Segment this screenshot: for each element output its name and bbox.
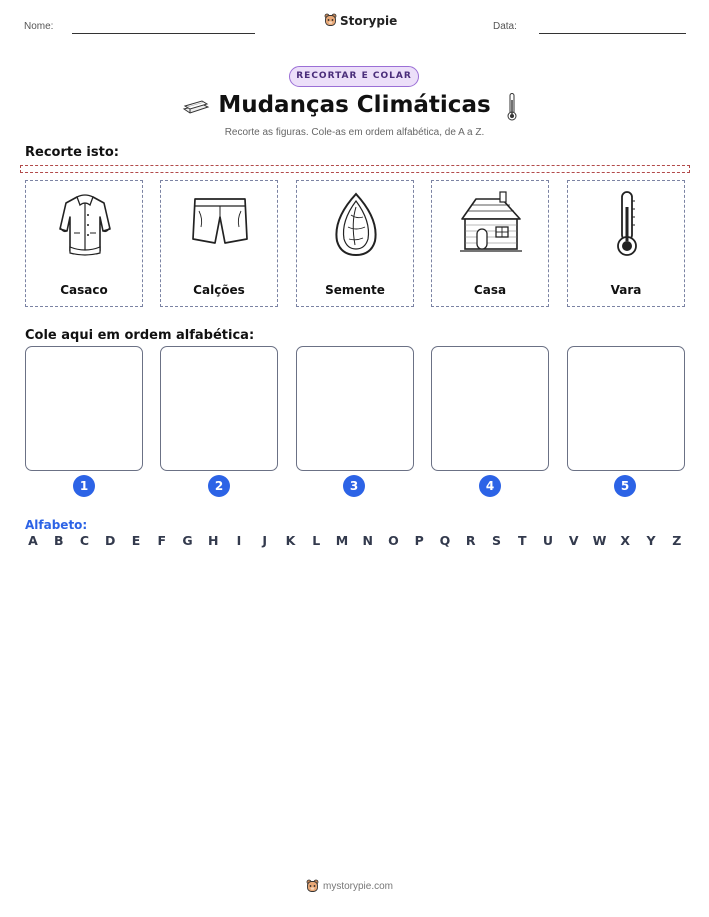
cut-card-casa[interactable] [431, 180, 549, 307]
paste-box-2[interactable] [160, 346, 278, 471]
cut-card-calcoes[interactable] [160, 180, 278, 307]
cut-card-vara[interactable] [567, 180, 685, 307]
bear-mascot-icon [306, 879, 319, 894]
alphabet-letter: U [542, 533, 554, 548]
house-icon [456, 189, 526, 259]
paste-box-4[interactable] [431, 346, 549, 471]
alphabet-letter: Z [672, 533, 682, 548]
alphabet-letter: O [388, 533, 399, 548]
alphabet-letter: G [182, 533, 193, 548]
name-field-line[interactable] [72, 33, 255, 34]
alphabet-letter: V [568, 533, 579, 548]
card-label: Casa [473, 283, 507, 297]
alphabet-row [25, 533, 685, 548]
footer [306, 879, 393, 894]
alphabet-letter: C [79, 533, 90, 548]
alphabet-letter: D [105, 533, 116, 548]
alphabet-letter: M [335, 533, 349, 548]
slot-number-1: 1 [73, 475, 95, 497]
card-label: Calções [193, 283, 245, 297]
alphabet-letter: N [362, 533, 373, 548]
card-label: Semente [325, 283, 385, 297]
coat-icon [50, 189, 120, 259]
card-label: Casaco [60, 283, 108, 297]
cut-card-casaco[interactable] [25, 180, 143, 307]
alphabet-title: Alfabeto: [25, 518, 88, 532]
slot-number-2: 2 [208, 475, 230, 497]
logo-text: Storypie [340, 13, 398, 28]
alphabet-letter: H [208, 533, 219, 548]
bear-mascot-icon [324, 13, 337, 28]
cut-line [20, 165, 690, 173]
footer-url[interactable]: mystorypie.com [323, 881, 394, 892]
alphabet-letter: K [285, 533, 296, 548]
alphabet-letter: S [491, 533, 501, 548]
alphabet-letter: X [620, 533, 631, 548]
activity-badge: RECORTAR E COLAR [289, 66, 419, 87]
alphabet-letter: I [236, 533, 242, 548]
alphabet-letter: R [465, 533, 476, 548]
alphabet-letter: Q [439, 533, 451, 548]
alphabet-letter: Y [646, 533, 656, 548]
alphabet-letter: T [517, 533, 527, 548]
page-title: Mudanças Climáticas [218, 92, 491, 118]
cut-card-semente[interactable] [296, 180, 414, 307]
slot-number-5: 5 [614, 475, 636, 497]
thermometer-icon [505, 92, 519, 122]
alphabet-letter: J [262, 533, 268, 548]
paste-box-5[interactable] [567, 346, 685, 471]
alphabet-letter: P [414, 533, 424, 548]
instructions: Recorte as figuras. Cole-as em ordem alfabética, de A a Z. [224, 127, 485, 138]
paste-box-3[interactable] [296, 346, 414, 471]
alphabet-letter: L [312, 533, 321, 548]
slot-number-3: 3 [343, 475, 365, 497]
slot-number-4: 4 [479, 475, 501, 497]
alphabet-letter: A [28, 533, 38, 548]
cut-section-label: Recorte isto: [25, 145, 119, 160]
card-label: Vara [610, 283, 642, 297]
thermometer-icon [592, 189, 662, 259]
alphabet-letter: E [131, 533, 141, 548]
alphabet-letter: W [592, 533, 607, 548]
paste-section-label: Cole aqui em ordem alfabética: [25, 328, 255, 343]
date-field-line[interactable] [539, 33, 686, 34]
name-label: Nome: [24, 21, 54, 32]
seed-icon [321, 189, 391, 259]
shorts-icon [185, 189, 255, 259]
paste-box-1[interactable] [25, 346, 143, 471]
storypie-logo [324, 13, 397, 28]
alphabet-letter: B [53, 533, 64, 548]
date-label: Data: [493, 21, 517, 32]
alphabet-letter: F [157, 533, 167, 548]
